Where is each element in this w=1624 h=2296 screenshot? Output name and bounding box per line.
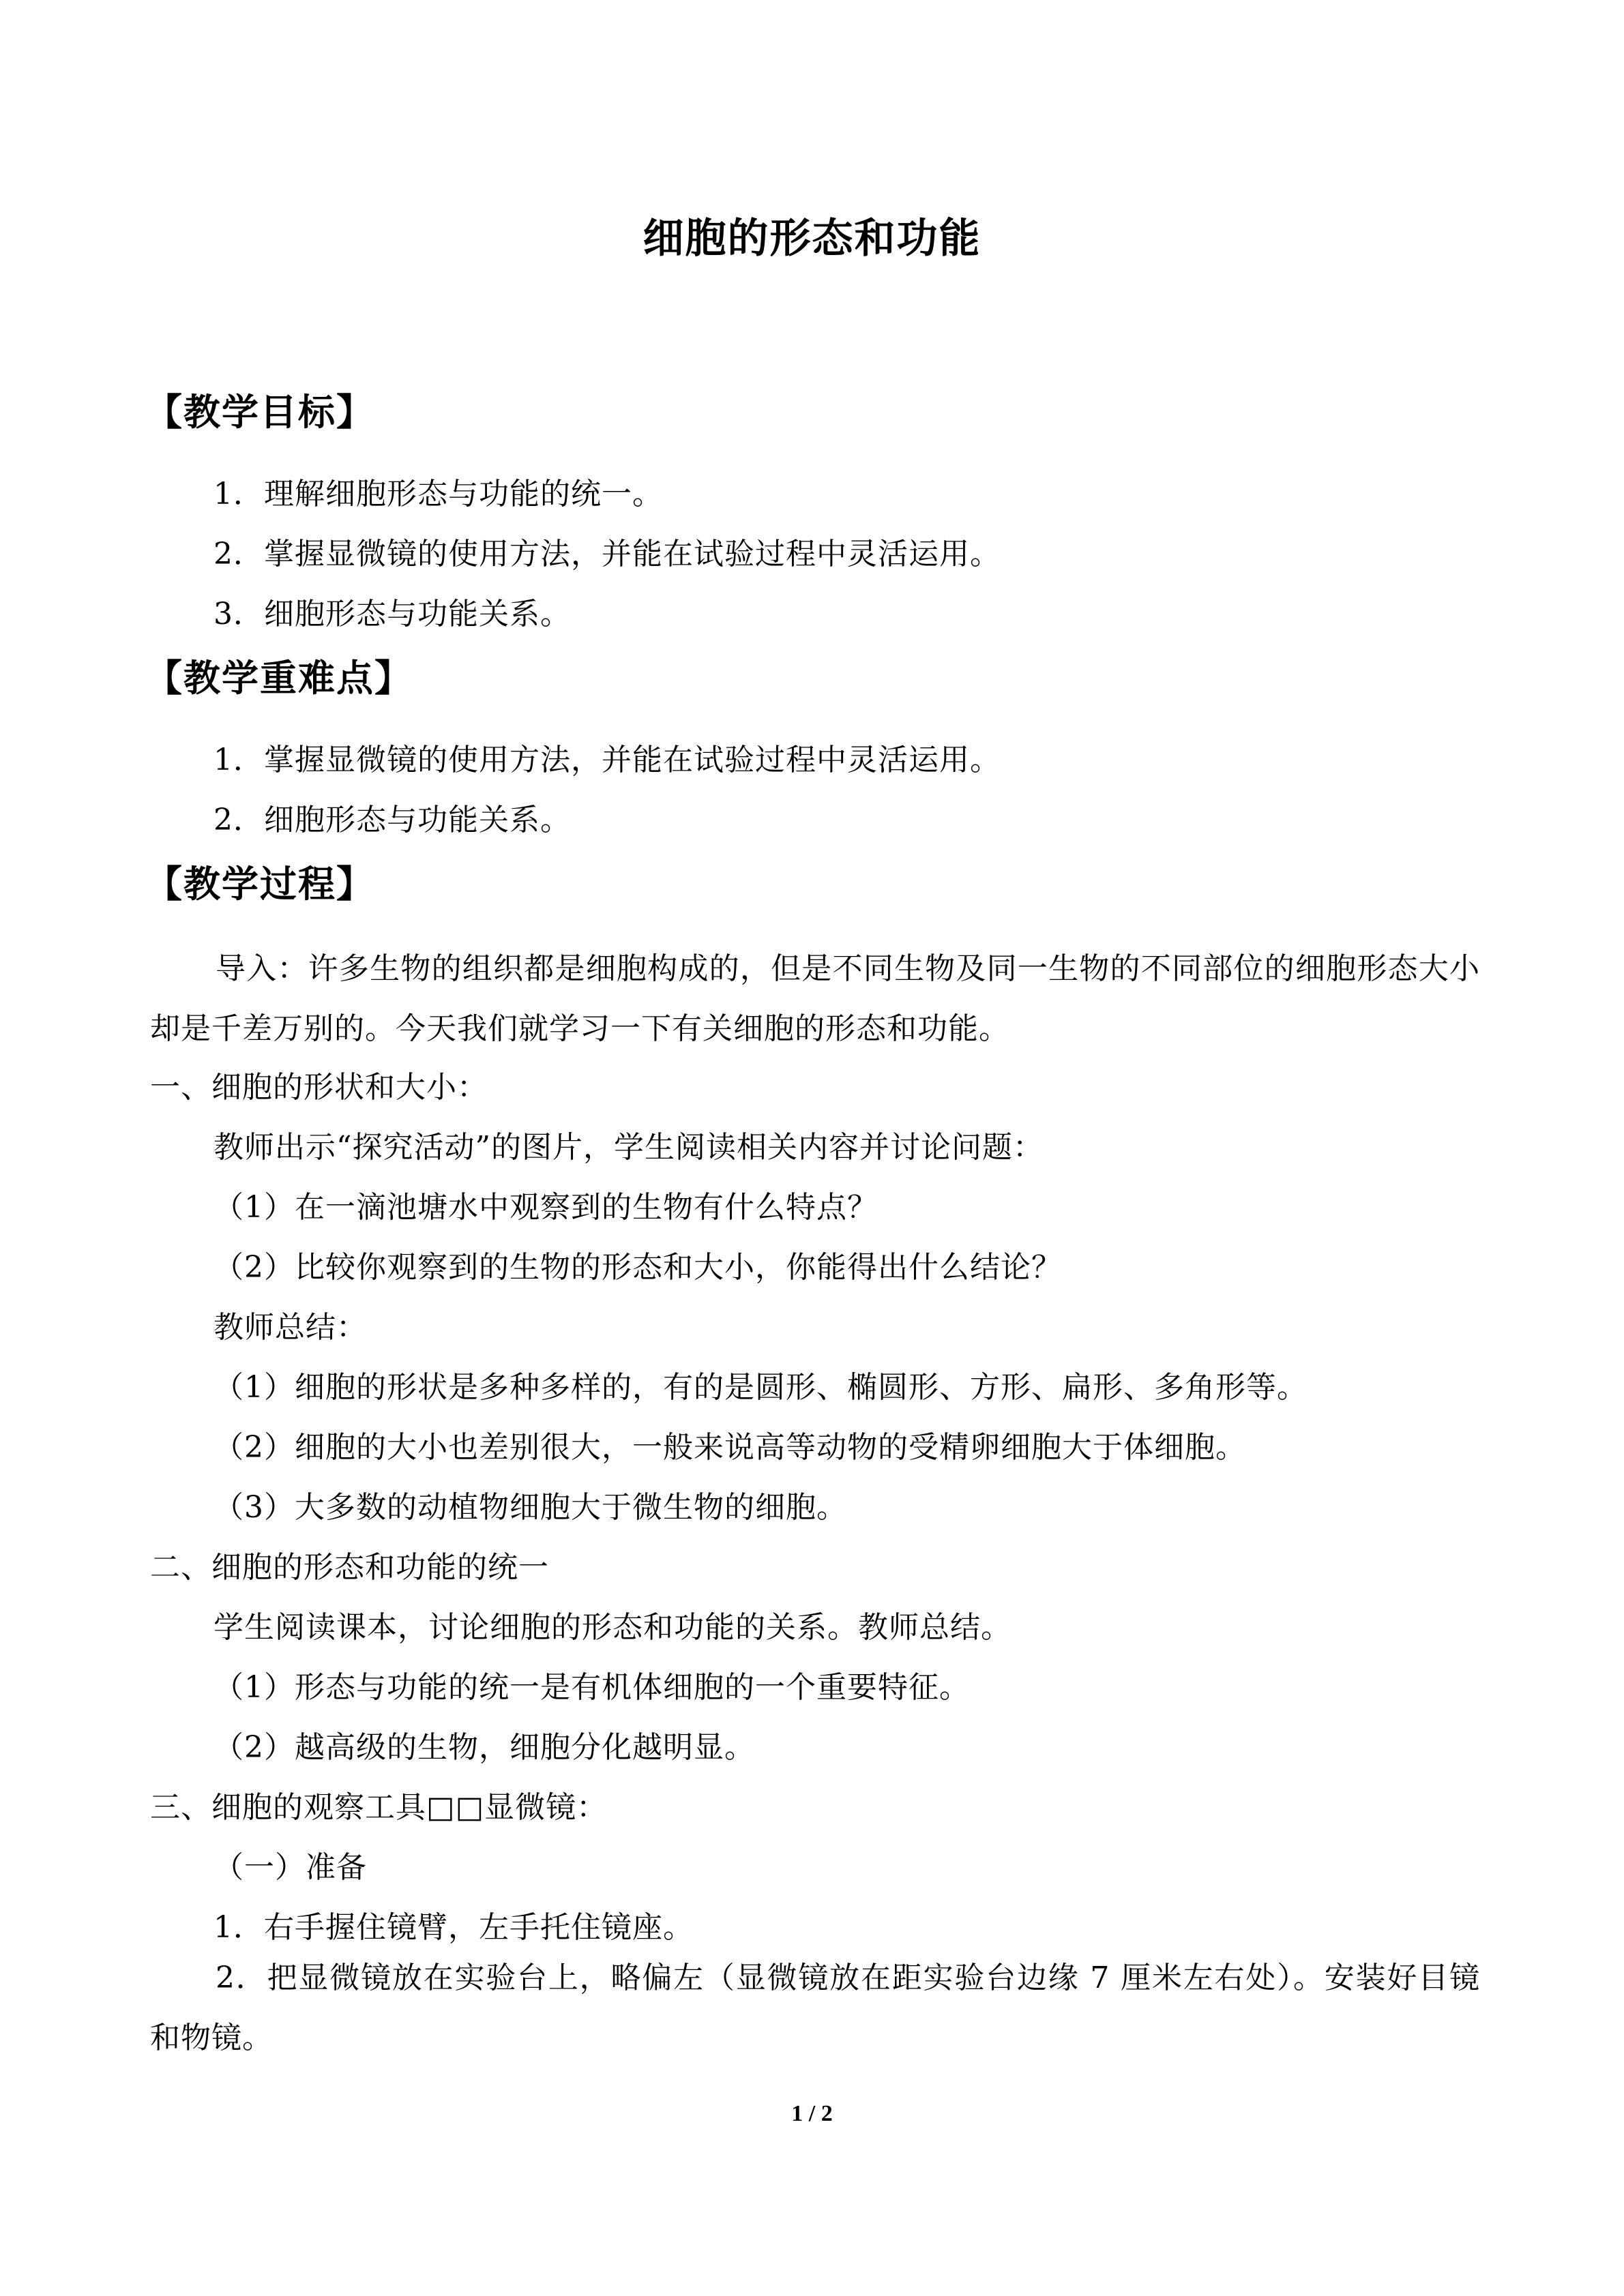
objective-item: 3．细胞形态与功能关系。 xyxy=(213,597,571,631)
step-item: 2．把显微镜放在实验台上，略偏左（显微镜放在距实验台边缘 7 厘米左右处）。安装好目镜和物镜。 xyxy=(150,1960,1480,2055)
part-title: 三、细胞的观察工具□□显微镜： xyxy=(150,1790,608,1825)
objective-item: 2．掌握显微镜的使用方法，并能在试验过程中灵活运用。 xyxy=(213,537,1001,571)
key-point-item: 2．细胞形态与功能关系。 xyxy=(213,803,571,837)
section-heading-process: 【教学过程】 xyxy=(145,863,374,906)
summary-item: （2）越高级的生物，细胞分化越明显。 xyxy=(213,1730,755,1765)
section-heading-key-points: 【教学重难点】 xyxy=(145,657,413,700)
key-point-item: 1．掌握显微镜的使用方法，并能在试验过程中灵活运用。 xyxy=(213,743,1001,777)
summary-item: （1）细胞的形状是多种多样的，有的是圆形、椭圆形、方形、扁形、多角形等。 xyxy=(213,1370,1308,1405)
step-item: 1．右手握住镜臂，左手托住镜座。 xyxy=(213,1910,694,1945)
part-title: 二、细胞的形态和功能的统一 xyxy=(150,1550,549,1585)
summary-item: （3）大多数的动植物细胞大于微生物的细胞。 xyxy=(213,1490,847,1525)
summary-item: （1）形态与功能的统一是有机体细胞的一个重要特征。 xyxy=(213,1670,970,1705)
question-item: （1）在一滴池塘水中观察到的生物有什么特点？ xyxy=(213,1190,878,1225)
summary-item: （2）细胞的大小也差别很大，一般来说高等动物的受精卵细胞大于体细胞。 xyxy=(213,1430,1246,1465)
part-title: 一、细胞的形状和大小： xyxy=(150,1070,488,1105)
objective-item: 1．理解细胞形态与功能的统一。 xyxy=(213,477,663,511)
summary-label: 教师总结： xyxy=(213,1310,367,1345)
sub-title: （一）准备 xyxy=(213,1850,367,1885)
activity-text: 学生阅读课本，讨论细胞的形态和功能的关系。教师总结。 xyxy=(213,1610,1012,1645)
question-item: （2）比较你观察到的生物的形态和大小，你能得出什么结论？ xyxy=(213,1250,1062,1285)
page-title: 细胞的形态和功能 xyxy=(643,215,981,263)
intro-paragraph: 导入：许多生物的组织都是细胞构成的，但是不同生物及同一生物的不同部位的细胞形态大小却是千差万别的。今天我们就学习一下有关细胞的形态和功能。 xyxy=(150,951,1480,1046)
section-heading-objectives: 【教学目标】 xyxy=(145,391,374,434)
page-number: 1 / 2 xyxy=(791,2101,833,2126)
activity-text: 教师出示“探究活动”的图片，学生阅读相关内容并讨论问题： xyxy=(213,1130,1044,1165)
